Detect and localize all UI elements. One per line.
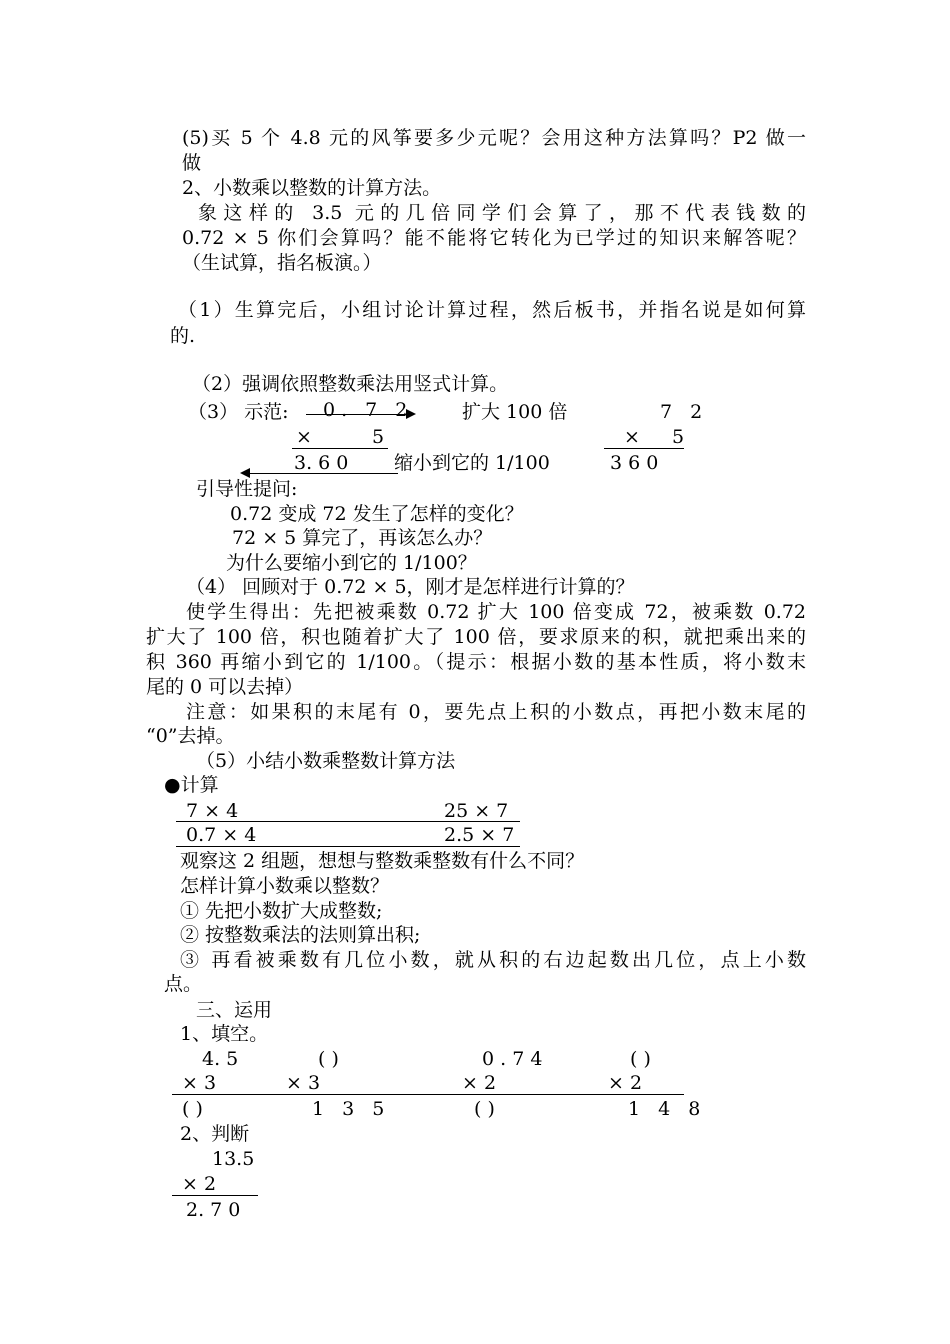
demo-label: （3） 示范: [188, 401, 289, 423]
text-line: 尾的 0 可以去掉） [146, 676, 304, 698]
text-line: 1、填空。 [180, 1023, 269, 1045]
text-line: 怎样计算小数乘以整数？ [180, 875, 390, 897]
judge-multiplier: × 2 [182, 1173, 217, 1195]
list-item: ② 按整数乘法的法则算出积; [180, 924, 421, 946]
text-line: 点。 [164, 973, 203, 995]
section-heading: 三、运用 [196, 999, 273, 1021]
text-line: 0.72 × 5 你们会算吗？能不能将它转化为已学过的知识来解答呢？ [182, 227, 806, 249]
demo-integer-multiplicand: 7 2 [660, 401, 709, 423]
text-line: 的. [170, 325, 196, 347]
demo-product: 3. 6 0 [294, 452, 349, 474]
section-heading: ●计算 [164, 774, 219, 796]
text-line: 象这样的 3.5 元的几倍同学们会算了，那不代表钱数的 [198, 202, 806, 224]
section-heading: 2、小数乘以整数的计算方法。 [182, 177, 442, 199]
text-line: （2）强调依照整数乘法用竖式计算。 [192, 373, 509, 395]
fill-product: 1 3 5 [312, 1098, 391, 1120]
fill-operand: 4. 5 [202, 1048, 239, 1070]
text-line: 引导性提问: [196, 478, 298, 500]
question-item: 0.72 变成 72 发生了怎样的变化？ [230, 503, 524, 525]
calc-item: 7 × 4 [186, 800, 239, 822]
times-sign: × [624, 426, 640, 448]
fill-multiplier: × 2 [462, 1072, 497, 1094]
text-line: （5）小结小数乘整数计算方法 [196, 750, 456, 772]
rule-line [604, 448, 684, 449]
left-arrow-icon [242, 473, 398, 474]
fill-blank: ( ) [630, 1048, 651, 1070]
question-item: 72 × 5 算完了，再该怎么办？ [232, 527, 493, 549]
demo-multiplicand: 0. 7 2 [323, 399, 414, 421]
text-line: 2、判断 [180, 1123, 250, 1145]
demo-shrink-label: 缩小到它的 1/100 [394, 452, 550, 474]
list-item: ① 先把小数扩大成整数; [180, 900, 383, 922]
demo-integer-product: 3 6 0 [610, 452, 659, 474]
fill-blank: ( ) [182, 1098, 203, 1120]
times-sign: × [296, 426, 312, 448]
calc-item: 25 × 7 [444, 800, 509, 822]
fill-multiplier: × 3 [182, 1072, 217, 1094]
list-item: ③ 再看被乘数有几位小数，就从积的右边起数出几位，点上小数 [180, 949, 806, 971]
fill-blank: ( ) [474, 1098, 495, 1120]
text-line: “0”去掉。 [146, 725, 235, 747]
text-line: 观察这 2 组题，想想与整数乘整数有什么不同？ [180, 850, 585, 872]
text-line: （4） 回顾对于 0.72 × 5，刚才是怎样进行计算的？ [186, 576, 635, 598]
fill-product: 1 4 8 [628, 1098, 707, 1120]
fill-multiplier: × 2 [608, 1072, 643, 1094]
note-line: 注意：如果积的末尾有 0，要先点上积的小数点，再把小数末尾的 [186, 701, 806, 723]
fill-blank: ( ) [318, 1048, 339, 1070]
text-line: （生试算，指名板演。） [182, 252, 382, 274]
calc-item: 2.5 × 7 [444, 824, 515, 846]
text-line: 扩大了 100 倍，积也随着扩大了 100 倍，要求原来的积，就把乘出来的 [146, 626, 806, 648]
judge-operand: 13.5 [212, 1148, 255, 1170]
judge-product: 2. 7 0 [186, 1199, 241, 1221]
rule-line [292, 448, 388, 449]
calc-item: 0.7 × 4 [186, 824, 257, 846]
question-item: 为什么要缩小到它的 1/100？ [226, 552, 477, 574]
demo-multiplier: 5 [372, 426, 385, 448]
rule-line [172, 1195, 258, 1196]
rule-line [172, 1094, 684, 1095]
text-line: 做 [182, 152, 202, 174]
demo-enlarge-label: 扩大 100 倍 [462, 401, 568, 423]
right-arrow-icon [306, 414, 414, 415]
paragraph-kite-question: (5)买 5 个 4.8 元的风筝要多少元呢？会用这种方法算吗？P2 做一 [182, 127, 806, 149]
demo-integer-multiplier: 5 [672, 426, 685, 448]
rule-line [176, 846, 520, 847]
fill-multiplier: × 3 [286, 1072, 321, 1094]
text-line: 积 360 再缩小到它的 1/100。（提示：根据小数的基本性质，将小数末 [146, 651, 806, 673]
text-line: （1）生算完后，小组讨论计算过程，然后板书，并指名说是如何算 [178, 299, 806, 321]
text-line: 使学生得出：先把被乘数 0.72 扩大 100 倍变成 72，被乘数 0.72 [186, 601, 806, 623]
rule-line [176, 821, 520, 822]
fill-operand: 0 . 7 4 [482, 1048, 543, 1070]
